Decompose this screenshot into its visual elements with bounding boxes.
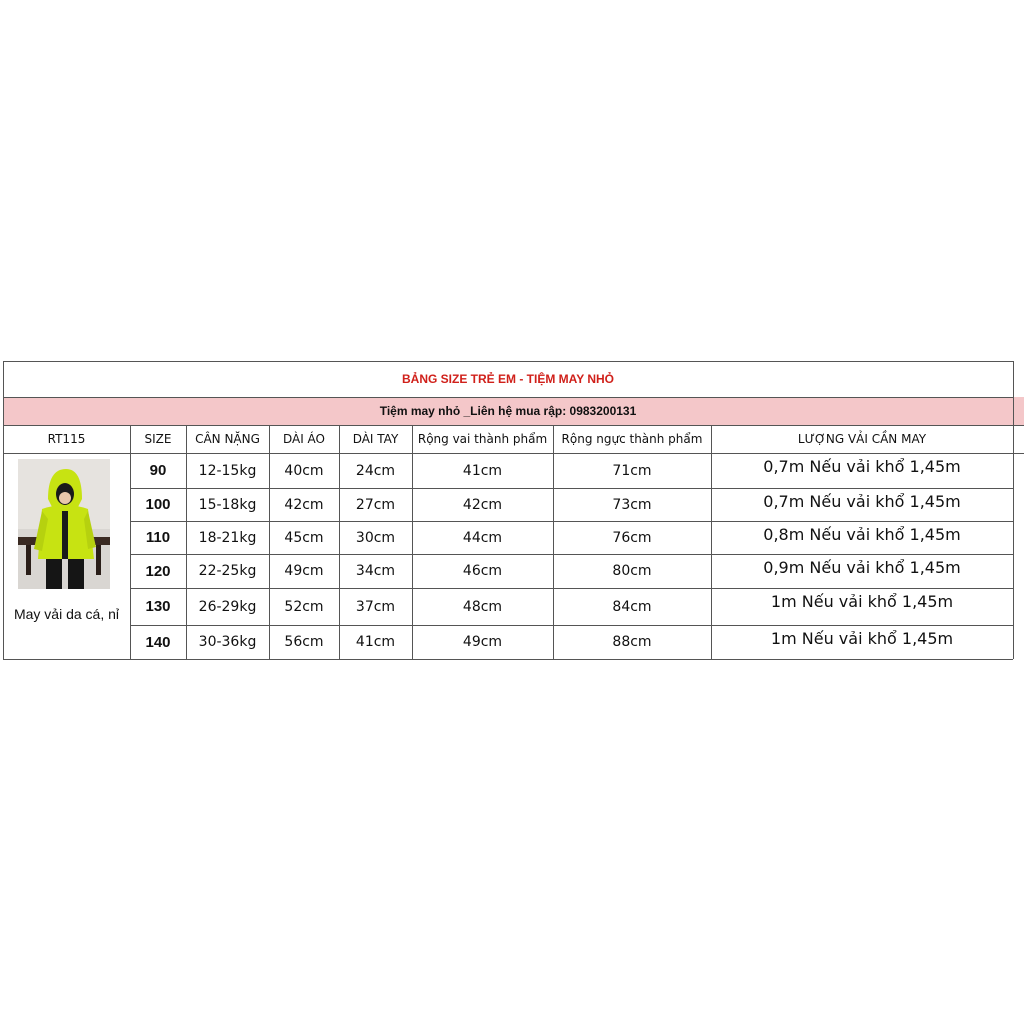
grid-row-line-2 <box>130 554 1013 555</box>
row-3-fabric: 0,9m Nếu vải khổ 1,45m <box>763 558 961 577</box>
row-4-weight: 26-29kg <box>198 598 257 615</box>
row-5-chest: 88cm <box>612 634 652 650</box>
grid-col-line-6 <box>711 425 712 659</box>
contact-banner-overflow <box>1013 397 1024 425</box>
grid-col-line-5 <box>553 425 554 659</box>
row-4-chest: 84cm <box>612 598 652 615</box>
grid-row-line-4 <box>130 625 1013 626</box>
row-3-chest: 80cm <box>612 563 652 579</box>
header-shoulder: Rộng vai thành phẩm <box>417 432 548 446</box>
grid-contact-bottom <box>3 425 1024 426</box>
grid-row-line-1 <box>130 521 1013 522</box>
header-fabric: LƯỢNG VẢI CẦN MAY <box>797 432 927 446</box>
row-1-weight: 15-18kg <box>198 496 257 513</box>
row-2-fabric: 0,8m Nếu vải khổ 1,45m <box>763 525 961 544</box>
header-code: RT115 <box>47 432 86 446</box>
child-hoodie-photo <box>18 459 110 589</box>
grid-col-line-3 <box>339 425 340 659</box>
row-1-size: 100 <box>145 496 171 513</box>
grid-top <box>3 361 1013 362</box>
row-2-shoulder: 44cm <box>462 529 503 546</box>
row-0-length: 40cm <box>284 462 324 479</box>
sheet-title: BẢNG SIZE TRẺ EM - TIỆM MAY NHỎ <box>401 372 614 386</box>
grid-bottom <box>3 659 1013 660</box>
row-0-weight: 12-15kg <box>198 462 257 479</box>
row-2-chest: 76cm <box>612 529 652 546</box>
row-4-fabric: 1m Nếu vải khổ 1,45m <box>770 592 954 611</box>
header-sleeve: DÀI TAY <box>352 432 399 446</box>
product-caption: May vải da cá, nỉ <box>13 606 120 622</box>
header-chest: Rộng ngực thành phẩm <box>561 432 703 446</box>
row-0-fabric: 0,7m Nếu vải khổ 1,45m <box>763 457 961 476</box>
row-3-length: 49cm <box>284 563 324 579</box>
row-5-weight: 30-36kg <box>198 634 257 650</box>
hoodie-photo-svg <box>18 459 110 589</box>
row-5-fabric: 1m Nếu vải khổ 1,45m <box>770 629 954 648</box>
grid-col-line-1 <box>186 425 187 659</box>
row-1-length: 42cm <box>284 496 324 513</box>
size-chart-sheet <box>3 361 1024 659</box>
contact-banner: Tiệm may nhỏ _Liên hệ mua rập: 0983200131 <box>3 397 1013 425</box>
row-0-size: 90 <box>149 462 167 479</box>
grid-header-bottom <box>3 453 1024 454</box>
row-1-shoulder: 42cm <box>462 496 503 513</box>
row-1-fabric: 0,7m Nếu vải khổ 1,45m <box>763 492 961 511</box>
row-2-size: 110 <box>145 529 171 546</box>
row-4-size: 130 <box>145 598 171 615</box>
row-5-length: 56cm <box>284 634 324 650</box>
grid-right <box>1013 361 1014 659</box>
row-1-sleeve: 27cm <box>355 496 396 513</box>
row-4-length: 52cm <box>284 598 324 615</box>
row-5-size: 140 <box>145 633 171 651</box>
row-3-sleeve: 34cm <box>355 563 396 579</box>
header-weight: CÂN NẶNG <box>195 432 260 446</box>
row-0-sleeve: 24cm <box>355 462 396 479</box>
row-2-sleeve: 30cm <box>355 529 396 546</box>
grid-title-bottom <box>3 397 1013 398</box>
row-4-shoulder: 48cm <box>462 598 503 615</box>
row-4-sleeve: 37cm <box>355 598 396 615</box>
row-3-weight: 22-25kg <box>198 563 257 579</box>
row-3-size: 120 <box>145 562 171 580</box>
header-size: SIZE <box>144 432 172 446</box>
row-1-chest: 73cm <box>612 496 652 513</box>
row-2-weight: 18-21kg <box>198 529 257 546</box>
row-2-length: 45cm <box>284 529 324 546</box>
row-0-shoulder: 41cm <box>462 462 503 479</box>
grid-row-line-3 <box>130 588 1013 589</box>
row-5-shoulder: 49cm <box>462 634 503 650</box>
grid-col-line-2 <box>269 425 270 659</box>
grid-col-line-0 <box>130 425 131 659</box>
grid-row-line-0 <box>130 488 1013 489</box>
grid-col-line-4 <box>412 425 413 659</box>
grid-left <box>3 361 4 659</box>
row-5-sleeve: 41cm <box>355 634 396 650</box>
row-0-chest: 71cm <box>612 462 652 479</box>
header-length: DÀI ÁO <box>282 432 326 446</box>
row-3-shoulder: 46cm <box>462 563 503 579</box>
